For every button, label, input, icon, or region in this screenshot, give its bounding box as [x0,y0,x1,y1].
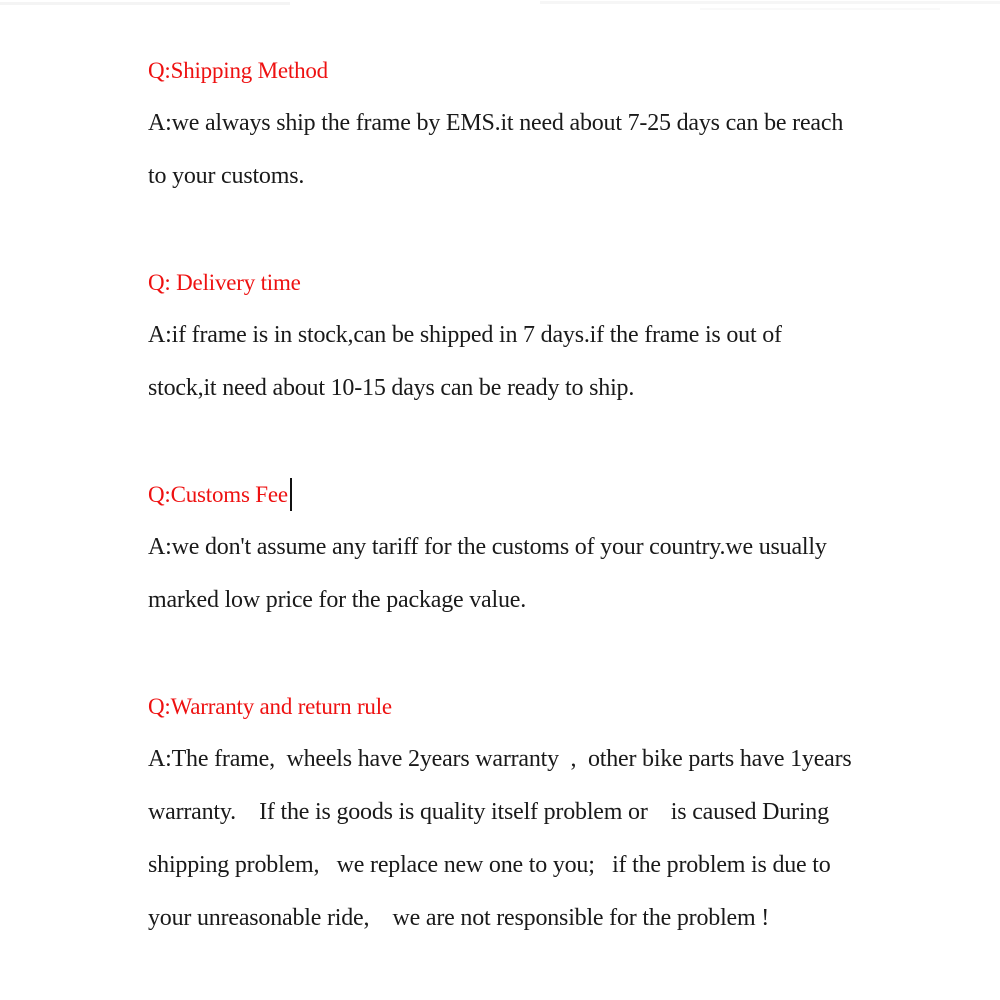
question-text: Q:Warranty and return rule [148,693,392,719]
answer-line: shipping problem, we replace new one to you; if the problem is due to [148,852,831,878]
question-text: Q:Customs Fee [148,481,288,507]
answer-line: A:if frame is in stock,can be shipped in 7 days.if the frame is out of [148,322,782,348]
question-heading [148,468,948,521]
answer-line: to your customs. [148,163,305,189]
question-text: Q: Delivery time [148,269,301,295]
faq-section-customs [148,468,948,627]
text-cursor [290,478,293,511]
answer-line: your unreasonable ride, we are not responsible for the problem ! [148,905,770,931]
answer-line: marked low price for the package value. [148,587,527,613]
faq-section-delivery [148,256,948,415]
question-text: Q:Shipping Method [148,57,328,83]
answer-line: stock,it need about 10-15 days can be ready to ship. [148,375,635,401]
answer-line: A:we always ship the frame by EMS.it need about 7-25 days can be reach [148,110,844,136]
faq-section-shipping [148,44,948,203]
answer-line: A:The frame, wheels have 2years warranty , other bike parts have 1years [148,746,852,772]
faq-section-warranty [148,680,948,945]
answer-line: A:we don't assume any tariff for the customs of your country.we usually [148,534,827,560]
answer-line: warranty. If the is goods is quality itself problem or is caused During [148,799,829,825]
question-heading [148,44,948,97]
question-heading [148,680,948,733]
question-heading [148,256,948,309]
